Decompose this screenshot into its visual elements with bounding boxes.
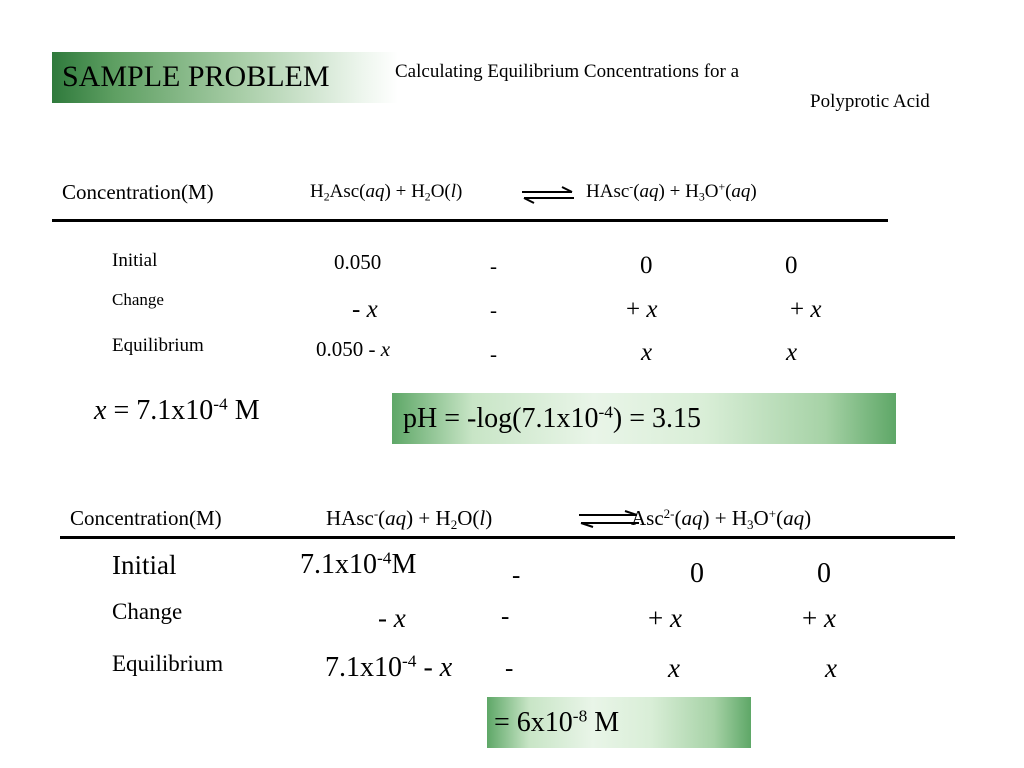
table2-change-hydronium: + x — [802, 603, 836, 633]
table1-initial-hydronium: 0 — [785, 252, 798, 279]
table2-initial-product: 0 — [690, 558, 704, 589]
table1-eq-product: x — [641, 339, 653, 366]
table2-eq-acid: $7.1x10^{-4}$ - x — [325, 651, 453, 683]
table2-change-product: + x — [648, 603, 682, 633]
table1-initial-acid: 0.050 — [334, 250, 382, 274]
table1-label-change: Change — [112, 290, 164, 309]
table1-eq-hydronium: x — [786, 339, 798, 366]
table2-heading: Concentration(M) — [70, 506, 222, 530]
table2-change-acid: - x — [378, 603, 406, 633]
hydronium-result: = $6x10^{-8}$ M — [494, 706, 620, 738]
table1-label-equilibrium: Equilibrium — [112, 335, 204, 356]
table1-change-hydronium: + x — [790, 296, 822, 323]
table1-change-water: - — [490, 298, 497, 322]
table1-eq-water: - — [490, 342, 497, 366]
table1-reaction-right: HAsc-(aq) + $H_3O^+(aq)$ — [586, 180, 757, 204]
ph-result: pH = $-\log(7.1x10^{-4}) = 3.15$ — [403, 402, 702, 434]
table2-eq-product: x — [668, 653, 680, 683]
table1-change-product: + x — [626, 296, 658, 323]
table2-reaction-right: $Asc^{2-}(aq) + H_3O^+(aq)$ — [631, 505, 812, 532]
table2-initial-water: - — [512, 562, 521, 589]
table1-initial-water: - — [490, 254, 497, 278]
table2-reaction-left: HAsc-(aq) + $H_2O(l)$ — [326, 505, 493, 532]
equilibrium-arrow-icon — [520, 186, 576, 204]
table2-change-water: - — [501, 603, 510, 630]
subtitle-line-2: Polyprotic Acid — [810, 91, 930, 112]
table2-divider — [60, 536, 955, 539]
table1-label-initial: Initial — [112, 250, 158, 271]
table1-heading: Concentration(M) — [62, 180, 214, 204]
table1-divider — [52, 219, 888, 222]
table1-eq-acid: 0.050 - x — [316, 337, 391, 361]
table2-initial-hydronium: 0 — [817, 558, 831, 589]
table1-result-x: $x = 7.1x10^{-4}$ M — [94, 394, 260, 426]
table1-change-acid: - x — [352, 296, 378, 323]
table2-label-change: Change — [112, 599, 183, 624]
table2-label-equilibrium: Equilibrium — [112, 651, 224, 676]
table1-reaction-left: $H_2Asc(aq) + H_2O(l)$ — [310, 181, 463, 204]
table2-initial-acid: $7.1x10^{-4}M$ — [300, 548, 417, 580]
table2-label-initial: Initial — [112, 550, 177, 580]
table1-initial-product: 0 — [640, 252, 653, 279]
table2-eq-water: - — [505, 655, 514, 682]
page-title: SAMPLE PROBLEM — [62, 60, 330, 93]
table2-eq-hydronium: x — [825, 653, 837, 683]
subtitle-line-1: Calculating Equilibrium Concentrations for a — [395, 61, 740, 82]
